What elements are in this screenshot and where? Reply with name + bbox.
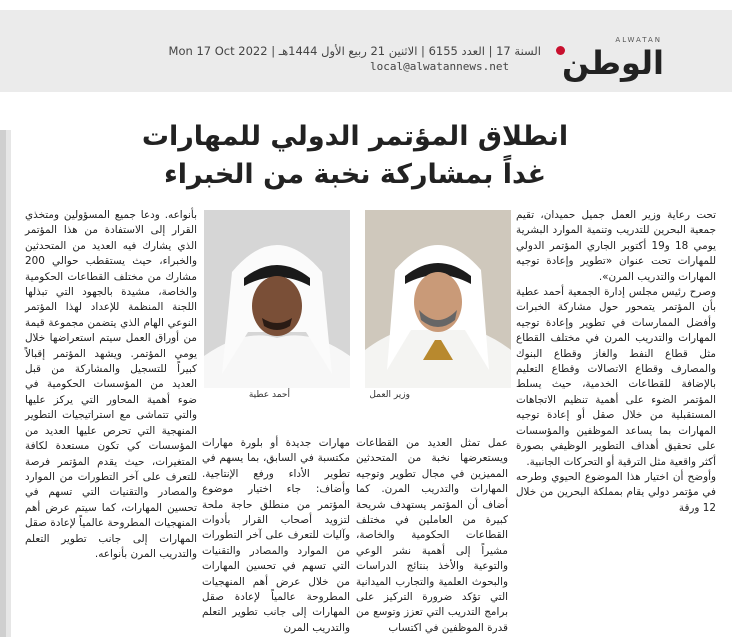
headline-line-2: غداً بمشاركة نخبة من الخبراء xyxy=(163,159,547,190)
photo-caption: أحمد عطية xyxy=(248,390,290,400)
headline-line-1: انطلاق المؤتمر الدولي للمهارات xyxy=(141,121,569,152)
issue-dateline: السنة 17 | العدد 6155 | الاثنين 21 ربيع الأول 1444هـ | Mon 17 Oct 2022 xyxy=(168,44,541,58)
photo-caption: وزير العمل xyxy=(369,390,410,400)
page-gutter xyxy=(0,130,11,637)
article-headline xyxy=(110,118,600,194)
paragraph: مهارات جديدة أو بلورة مهارات مكتسبة في السابق، بما يسهم في تطوير الأداء ورفع الإنتاجية. وأضاف: جاء اختيار موضوع المؤتمر من منطلق حاجة ملحة لتزويد أصحاب القرار بأدوات وآليات للتعرف على آخر التطورات من الموارد والمصادر والتقنيات التي تسهم في تحسين المهارات من خلال عرض أهم المنهجيات المطروحة عالمياً لإعادة صقل المهارات إلى جانب تطوير التعلم والتدريب المرن xyxy=(202,437,350,634)
newspaper-logo xyxy=(546,38,664,82)
paragraph: تحت رعاية وزير العمل جميل حميدان، تقيم جمعية البحرين للتدريب وتنمية الموارد البشرية يومي 18 و19 أكتوبر الجاري المؤتمر الدولي للمهارات تحت عنوان «تطوير وإعادة توجيه المهارات والتدريب المرن». xyxy=(516,209,716,283)
paragraph: وصرح رئيس مجلس إدارة الجمعية أحمد عطية بأن المؤتمر يتمحور حول مشاركة الخبرات وأفضل الممارسات في تطوير وإعادة توجيه المهارات والتدريب المرن في مختلف القطاع مثل قطاع النفط والغاز وقطاع البنوك والمصارف وقطاع الاتصالات وقطاع التعليم بالإضافة للقطاعات الخدمية، حيث يسلط المؤتمر الضوء على أهمية تنظيم الاتجاهات المستقبلية من خلال صقل أو إعادة توجيه المهارات بما يساعد الموظفين والمؤسسات على تحقيق أهداف التطوير الوظيفي بصورة أكثر واقعية مثل الترقية أو التحركات الجانبية. xyxy=(516,286,716,468)
top-margin xyxy=(0,0,732,10)
article-column-middle xyxy=(356,436,508,636)
article-column-far-left xyxy=(25,208,197,562)
masthead xyxy=(0,0,732,92)
logo-latin: ALWATAN xyxy=(615,36,662,44)
paragraph: وأوضح أن اختيار هذا الموضوع الحيوي وطرحه في مؤتمر دولي يقام بمملكة البحرين من خلال 12 ورقة xyxy=(516,470,716,514)
paragraph: عمل تمثل العديد من القطاعات ويستعرضها نخبة من المتحدثين المميزين في مجال تطوير وتوجيه المهارات والتدريب المرن. كما أضاف أن المؤتمر يستهدف شريحة كبيرة من العاملين في مختلف القطاعات الحكومية والخاصة، مشيراً إلى أهمية نشر الوعي والتوعية والأخذ بنتائج الدراسات والبحوث العلمية والتجارب الميدانية التي تؤكد ضرورة التركيز على برامج التدريب التي تعزز وتوسع من قدرة الموظفين في اكتساب xyxy=(356,437,508,634)
article-column-left xyxy=(202,436,350,636)
speaker-photo xyxy=(204,210,350,388)
minister-photo xyxy=(365,210,511,388)
paragraph: بأنواعه. ودعا جميع المسؤولين ومتخذي القرار إلى الاستفادة من هذا المؤتمر الذي يشارك فيه العديد من المتحدثين والخبراء، حيث يستقطب حوالي 200 مشارك من مختلف القطاعات الحكومية والخاصة، مشيدة بالجهود التي تبذلها اللجنة المنظمة للإعداد لهذا المؤتمر النوعي الهام الذي يتضمن مجموعة قيمة من أوراق العمل سيتم استعراضها خلال يومي المؤتمر. ويشهد المؤتمر إقبالاً كبيراً للتسجيل والمشاركة من قبل العديد من المؤسسات الحكومية في ضوء أهمية المحاور التي يركز عليها والتي تتماشى مع استراتيجيات التطوير المنهجية التي تحرص عليها العديد من المؤسسات كي تكون مستعدة لكافة المتغيرات، حيث يقدم المؤتمر فرصة للتعرف على آخر التطورات من الموارد والمصادر والتقنيات التي تسهم في تحسين المهارات، كما سيتم عرض أهم المنهجيات المطروحة عالمياً لإعادة صقل المهارات إلى جانب تطوير التعلم والتدريب المرن بأنواعه. xyxy=(25,209,197,560)
logo-word: الوطن xyxy=(562,44,664,82)
article-column-right xyxy=(516,208,716,516)
section-email: local@alwatannews.net xyxy=(370,60,510,73)
